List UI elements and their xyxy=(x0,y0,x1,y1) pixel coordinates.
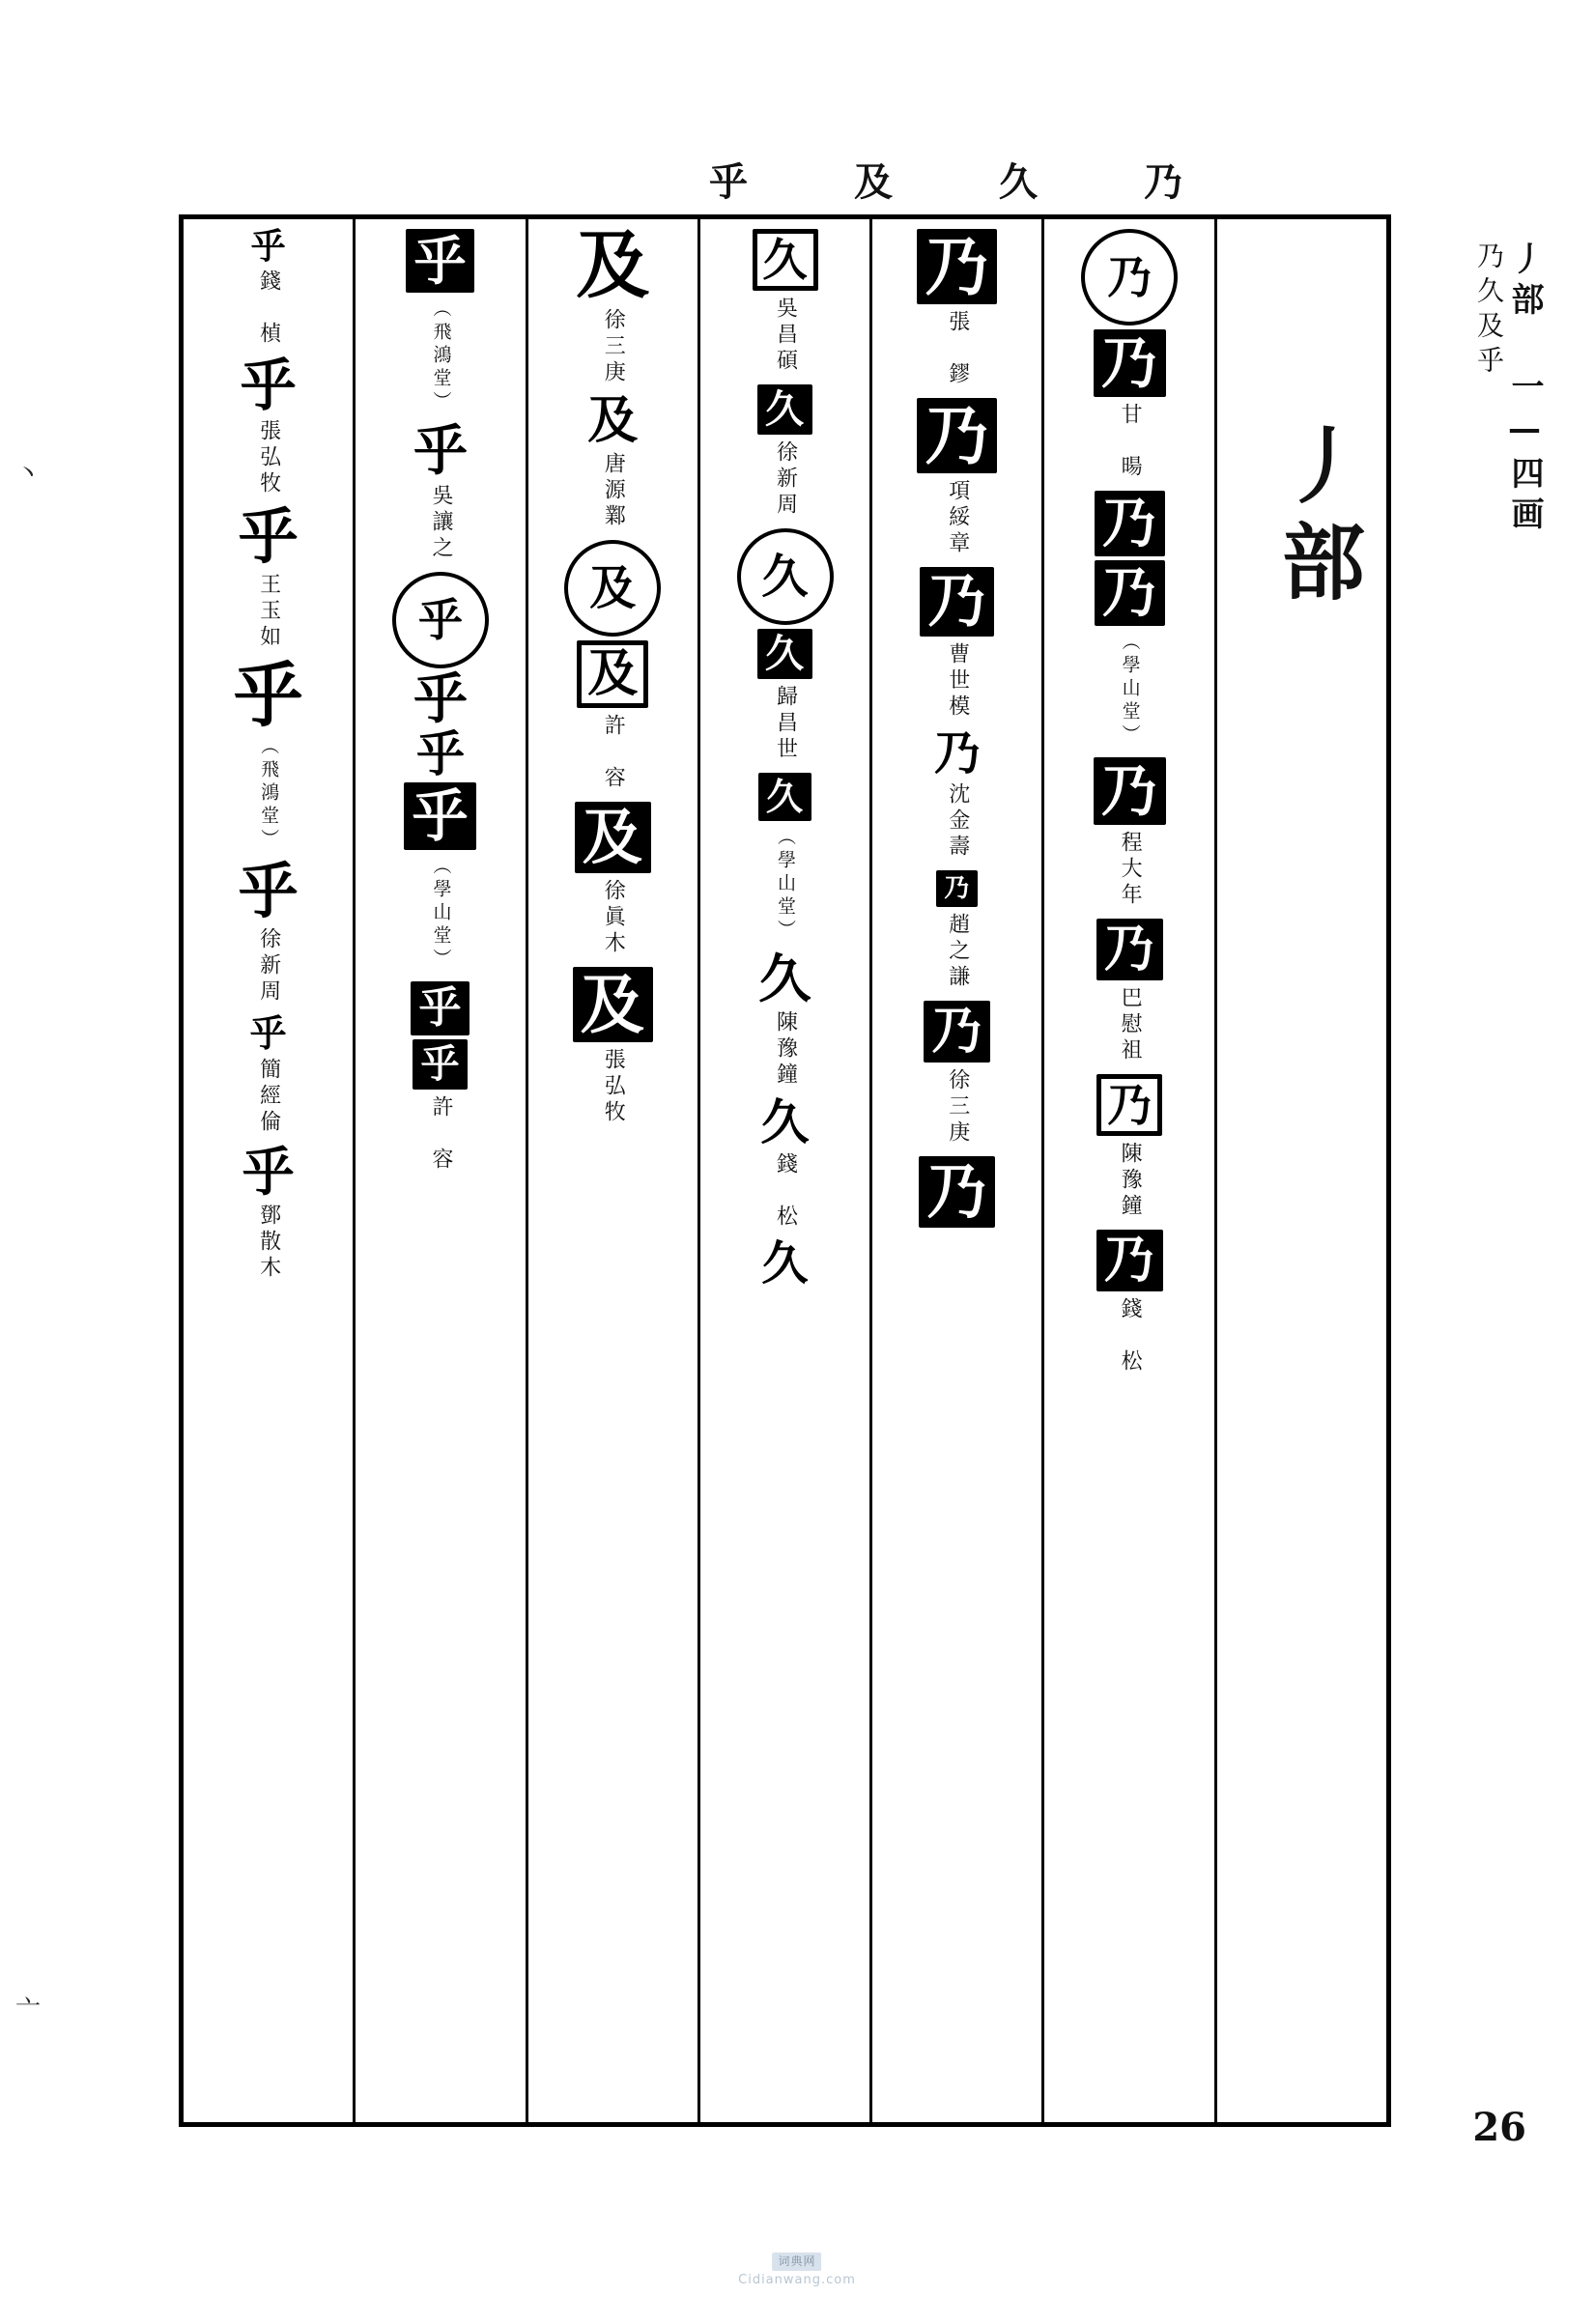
running-head-sub: 乃久及乎 xyxy=(1473,241,1505,381)
seal-caption: 趙之謙 xyxy=(945,913,970,991)
seal-glyph: 乎 xyxy=(413,667,468,731)
seal-caption: 曹世模 xyxy=(945,642,970,721)
table-column-jiu xyxy=(697,219,869,2122)
seal-caption: 王玉如 xyxy=(256,573,281,651)
seal-caption: 許 容 xyxy=(601,714,626,792)
head-char-3: 乎 xyxy=(709,158,750,205)
seal-glyph: 乎 xyxy=(413,419,468,483)
seal-entry xyxy=(1095,560,1165,753)
seal-caption: 錢 松 xyxy=(773,1152,798,1231)
seal-caption: （學山堂） xyxy=(1119,632,1141,748)
seal-glyph: 乎 xyxy=(406,229,474,293)
seal-entry xyxy=(1094,757,1166,915)
seal-entry xyxy=(933,726,981,866)
seal-entry xyxy=(758,773,811,949)
seal-caption: 巴慰祖 xyxy=(1118,986,1143,1064)
seal-entry xyxy=(761,1236,809,1290)
seal-glyph: 久 xyxy=(757,384,812,435)
seal-glyph: 乎 xyxy=(240,353,297,418)
seal-glyph: 及 xyxy=(564,540,661,637)
seal-entry xyxy=(1094,329,1166,487)
seal-caption: 徐新周 xyxy=(773,440,798,519)
seal-script-table xyxy=(179,214,1391,2127)
seal-glyph: 久 xyxy=(760,1093,810,1150)
seal-entry xyxy=(757,629,812,769)
watermark-text: Cidianwang.com xyxy=(738,2273,856,2288)
seal-entry xyxy=(587,391,639,536)
seal-entry xyxy=(575,802,651,963)
seal-entry xyxy=(576,222,650,392)
seal-glyph: 乃 xyxy=(1081,229,1178,326)
seal-entry xyxy=(577,640,648,798)
seal-caption: （飛鴻堂） xyxy=(258,736,280,852)
seal-entry xyxy=(919,1156,995,1228)
seal-entry xyxy=(758,948,811,1094)
seal-entry xyxy=(917,398,997,563)
seal-entry xyxy=(250,226,286,354)
seal-glyph: 乎 xyxy=(233,654,303,736)
seal-caption: 甘 暘 xyxy=(1118,403,1143,481)
seal-caption: 錢 松 xyxy=(1118,1297,1143,1375)
seal-entry xyxy=(413,667,468,731)
seal-caption: （飛鴻堂） xyxy=(430,298,452,414)
seal-entry xyxy=(242,1141,295,1288)
seal-entry xyxy=(936,870,978,997)
seal-glyph: 乎 xyxy=(415,725,465,782)
seal-glyph: 及 xyxy=(577,640,648,708)
table-column-hu-1 xyxy=(184,219,353,2122)
seal-caption: 鄧散木 xyxy=(256,1204,281,1282)
seal-caption: 程大年 xyxy=(1118,831,1143,909)
seal-glyph: 乎 xyxy=(242,1141,295,1203)
seal-entry xyxy=(760,1093,810,1236)
seal-caption: 吳讓之 xyxy=(428,484,453,562)
seal-glyph: 及 xyxy=(587,391,639,450)
seal-caption: 歸昌世 xyxy=(773,685,798,763)
seal-entry xyxy=(238,501,299,657)
seal-caption: 項綏章 xyxy=(945,479,970,557)
seal-caption: （學山堂） xyxy=(430,856,452,972)
seal-caption: 沈金壽 xyxy=(945,782,970,861)
margin-mark-bottom: 亠 xyxy=(15,1996,42,2025)
seal-glyph: 乃 xyxy=(920,567,994,637)
seal-glyph: 及 xyxy=(573,967,653,1042)
seal-glyph: 乃 xyxy=(919,1156,995,1228)
seal-glyph: 久 xyxy=(757,629,812,679)
margin-mark-top: 丶 xyxy=(15,460,42,489)
seal-glyph: 乃 xyxy=(917,398,997,473)
seal-glyph: 乎 xyxy=(250,226,286,267)
watermark-badge: 词典网 xyxy=(772,2253,821,2272)
seal-entry xyxy=(1081,229,1178,326)
seal-entry xyxy=(917,229,997,394)
head-char-2: 及 xyxy=(854,158,895,205)
seal-entry xyxy=(411,981,470,1035)
table-column-ji xyxy=(526,219,697,2122)
seal-caption: 陳豫鐘 xyxy=(1118,1142,1143,1220)
seal-glyph: 乃 xyxy=(924,1001,990,1063)
seal-entry xyxy=(924,1001,990,1152)
seal-entry xyxy=(413,419,468,568)
seal-caption: 徐新周 xyxy=(256,927,281,1006)
watermark xyxy=(738,2253,856,2289)
page-number: 26 xyxy=(1472,2105,1526,2150)
seal-caption: 唐源鄴 xyxy=(601,452,626,530)
seal-entry xyxy=(920,567,994,726)
table-column-blank xyxy=(1214,219,1386,2122)
seal-glyph: 久 xyxy=(758,773,811,821)
seal-glyph: 乃 xyxy=(917,229,997,304)
table-column-hu-2 xyxy=(353,219,525,2122)
seal-glyph: 久 xyxy=(737,528,834,625)
seal-entry xyxy=(757,384,812,524)
seal-entry xyxy=(753,229,818,381)
seal-entry xyxy=(1095,491,1165,556)
seal-entry xyxy=(415,725,465,782)
seal-caption: 徐眞木 xyxy=(601,879,626,957)
seal-caption: 陳豫鐘 xyxy=(773,1010,798,1089)
seal-caption: 簡經倫 xyxy=(256,1058,281,1136)
seal-glyph: 乃 xyxy=(1096,1074,1162,1136)
seal-glyph: 乎 xyxy=(404,782,476,850)
seal-glyph: 乃 xyxy=(1094,329,1166,397)
seal-caption: 徐三庚 xyxy=(601,308,626,386)
seal-glyph: 乃 xyxy=(1094,757,1166,825)
seal-caption: 錢 楨 xyxy=(256,269,281,348)
seal-glyph: 乎 xyxy=(392,572,489,668)
seal-entry xyxy=(233,654,303,858)
seal-glyph: 及 xyxy=(575,802,651,873)
seal-entry xyxy=(392,572,489,668)
seal-entry xyxy=(564,540,661,637)
table-column-nai-2 xyxy=(869,219,1041,2122)
seal-caption: 張弘牧 xyxy=(256,419,281,497)
running-head-main: 丿部 一—四画 xyxy=(1505,241,1544,537)
seal-entry xyxy=(406,229,474,420)
seal-entry xyxy=(1096,919,1163,1070)
seal-entry xyxy=(1096,1074,1162,1226)
seal-glyph: 乃 xyxy=(1095,560,1165,626)
seal-entry xyxy=(249,1011,287,1142)
seal-glyph: 久 xyxy=(761,1236,809,1290)
seal-caption: 張 鏐 xyxy=(945,310,970,388)
seal-entry xyxy=(240,353,297,503)
seal-glyph: 乃 xyxy=(1096,919,1163,980)
seal-glyph: 久 xyxy=(758,948,811,1009)
seal-glyph: 乎 xyxy=(249,1011,287,1055)
seal-entry xyxy=(238,856,299,1011)
seal-caption: 張弘牧 xyxy=(601,1048,626,1126)
seal-glyph: 乃 xyxy=(936,870,978,907)
seal-entry xyxy=(737,528,834,625)
seal-glyph: 乎 xyxy=(411,981,470,1035)
table-column-nai xyxy=(1041,219,1213,2122)
seal-glyph: 乎 xyxy=(238,856,299,926)
seal-entry xyxy=(404,782,476,978)
seal-glyph: 乃 xyxy=(1096,1230,1163,1291)
seal-glyph: 乎 xyxy=(413,1039,468,1090)
head-char-0: 乃 xyxy=(1144,158,1184,205)
seal-glyph: 乃 xyxy=(933,726,981,780)
seal-glyph: 乎 xyxy=(238,501,299,572)
seal-caption: 吳昌碩 xyxy=(773,297,798,375)
radical-heading: 丿部 xyxy=(1267,422,1365,615)
seal-glyph: 久 xyxy=(753,229,818,291)
seal-entry xyxy=(413,1039,468,1179)
running-head xyxy=(1425,241,1544,537)
seal-entry xyxy=(1096,1230,1163,1381)
seal-glyph: 及 xyxy=(576,222,650,308)
head-char-1: 久 xyxy=(999,158,1039,205)
seal-glyph: 乃 xyxy=(1095,491,1165,556)
seal-caption: 徐三庚 xyxy=(945,1068,970,1147)
seal-caption: 許 容 xyxy=(428,1095,453,1174)
seal-entry xyxy=(573,967,653,1132)
column-head-characters xyxy=(367,145,1237,213)
seal-caption: （學山堂） xyxy=(775,827,796,943)
